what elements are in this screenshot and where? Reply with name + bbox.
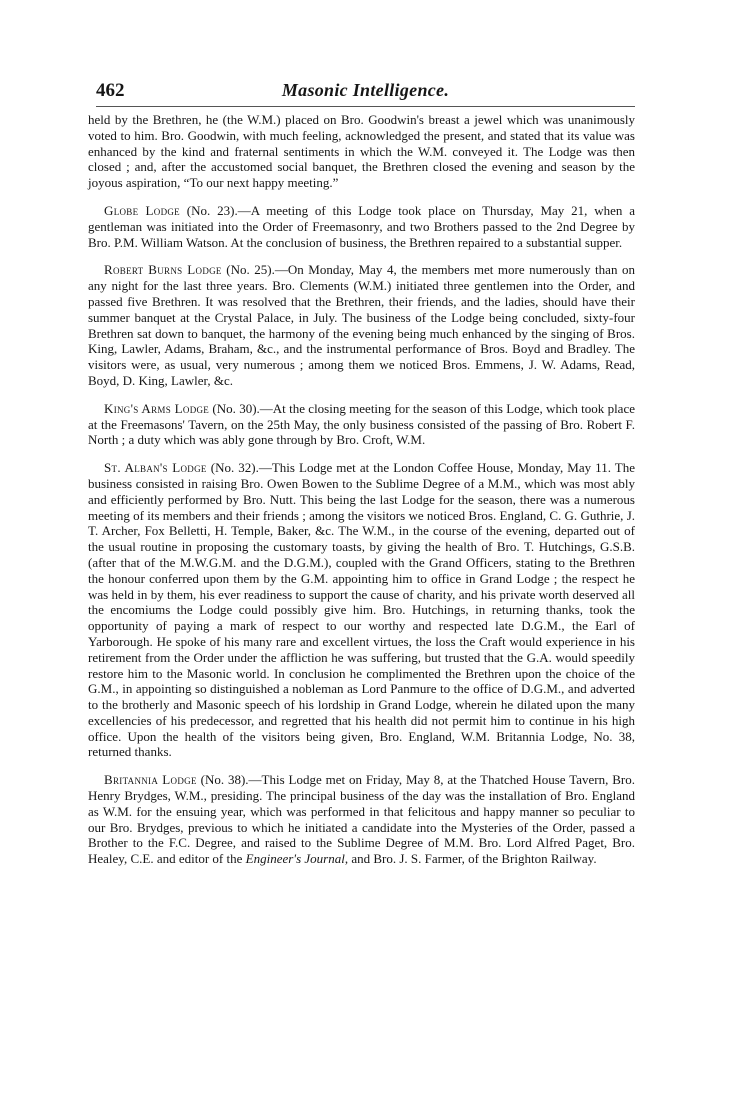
paragraph-text: (No. 30).—At the closing meeting for the season of this Lodge, which took place at the Freemasons' Tavern, on the 25th May, the only business consisted of the passing of Bro. Robert F. North ; a duty which was ably gone through by Bro. Croft, W.M. bbox=[88, 400, 635, 448]
paragraph-text: (No. 23).—A meeting of this Lodge took place on Thursday, May 21, when a gentleman was initiated into the Order of Freemasonry, and two Brothers passed to the 2nd Degree by Bro. P.M. William Watson. At the conclusion of business, the Brethren repaired to a substantial supper. bbox=[88, 202, 635, 250]
paragraph-text: held by the Brethren, he (the W.M.) placed on Bro. Goodwin's breast a jewel which was unanimously voted to him. Bro. Goodwin, with much feeling, acknowledged the present, and stated that its value was enhanced by the kind and fraternal sentiments in which the W.M. conveyed it. The Lodge was then closed ; and, after the accustomed social banquet, the Brethren closed the evening and season by the joyous aspiration, “To our next happy meeting.” bbox=[88, 112, 635, 191]
header-rule bbox=[96, 106, 635, 107]
running-title: Masonic Intelligence. bbox=[281, 80, 450, 100]
paragraph-text: (No. 32).—This Lodge met at the London Coffee House, Monday, May 11. The business consisted in raising Bro. Owen Bowen to the Sublime Degree of a M.M., which was most ably and efficiently performed by Bro. Nutt. This being the last Lodge for the season, there was a numerous meeting of its members and their friends ; among the visitors we noticed Bros. England, C. G. Guthrie, J. T. Archer, Fox Belletti, H. Temple, Baker, &c. The W.M., in the course of the evening, departed out of the usual routine in proposing the customary toasts, by giving the health of Bro. T. Hutchings, G.S.B. (after that of the M.W.G.M. and the D.G.M.), coupled with the Grand Officers, stating to the Brethren the honour conferred upon them by the G.M. appointing him to office in Grand Lodge ; the respect he was held in by them, his ever readiness to support the cause of charity, and his private worth deserved all the encomiums the Lodge could possibly give him. Bro. Hutchings, in returning thanks, took the opportunity of paying a mark of respect to our worthy and respected late D.G.M., the Earl of Yarborough. He spoke of his many rare and excellent virtues, the loss the Craft would experience in his retirement from the Order under the affliction he was suffering, but trusted that the G.A. would speedily restore him to the Masonic world. In conclusion he complimented the Brethren upon the choice of the G.M., in appointing so distinguished a nobleman as Lord Panmure to the office of D.G.M., and adverted to the brotherly and Masonic speech of his lordship in Grand Lodge, wherein he dilated upon the many excellencies of his predecessor, and regretted that his health did not permit him to continue in his high office. Upon the health of the visitors being given, Bro. England, W.M. Britannia Lodge, No. 38, returned thanks. bbox=[88, 460, 635, 760]
paragraph-robert-burns-lodge bbox=[88, 262, 635, 388]
paragraph-text: (No. 38).—This Lodge met on Friday, May 8, at the Thatched House Tavern, Bro. Henry Brydges, W.M., presiding. The principal business of the day was the installation of Bro. England as W.M. for the ensuing year, which was performed in that felicitous and happy manner so peculiar to our Bro. Brydges, previous to which he initiated a candidate into the Mysteries of the Order, passed a Brother to the F.C. Degree, and raised to the Sublime Degree of M.M. Bro. Lord Alfred Paget, Bro. Healey, C.E. and editor of the bbox=[88, 772, 635, 867]
paragraph-globe-lodge bbox=[88, 203, 635, 250]
paragraph-text: (No. 25).—On Monday, May 4, the members met more numerously than on any night for the last three years. Bro. Clements (W.M.) initiated three gentlemen into the Order, and passed five Brethren. It was resolved that the Brethren, their friends, and the ladies, should have their summer banquet at the Crystal Palace, in July. The business of the Lodge being concluded, sixty-four Brethren sat down to banquet, the harmony of the evening being much enhanced by the singing of Bros. King, Lawler, Adams, Braham, &c., and the instrumental performance of Bros. Boyd and Bradley. The visitors were, as usual, very numerous ; among them we noticed Bros. Emmens, J. W. Adams, Read, Boyd, D. King, Lawler, &c. bbox=[88, 262, 635, 388]
lodge-name: King's Arms Lodge bbox=[104, 400, 210, 416]
lodge-name: Robert Burns Lodge bbox=[104, 262, 222, 278]
paragraph-continuation bbox=[88, 112, 635, 191]
article-body bbox=[88, 112, 635, 879]
lodge-name: Globe Lodge bbox=[104, 202, 180, 218]
paragraph-britannia-lodge bbox=[88, 772, 635, 867]
italic-text: Engineer's Journal bbox=[245, 851, 345, 867]
paragraph-st-albans-lodge bbox=[88, 460, 635, 760]
page-number: 462 bbox=[96, 80, 125, 101]
page-header bbox=[96, 80, 635, 108]
lodge-name: Britannia Lodge bbox=[104, 772, 197, 788]
paragraph-text-end: , and Bro. J. S. Farmer, of the Brighton Railway. bbox=[344, 851, 597, 867]
paragraph-kings-arms-lodge bbox=[88, 401, 635, 448]
lodge-name: St. Alban's Lodge bbox=[104, 460, 207, 476]
